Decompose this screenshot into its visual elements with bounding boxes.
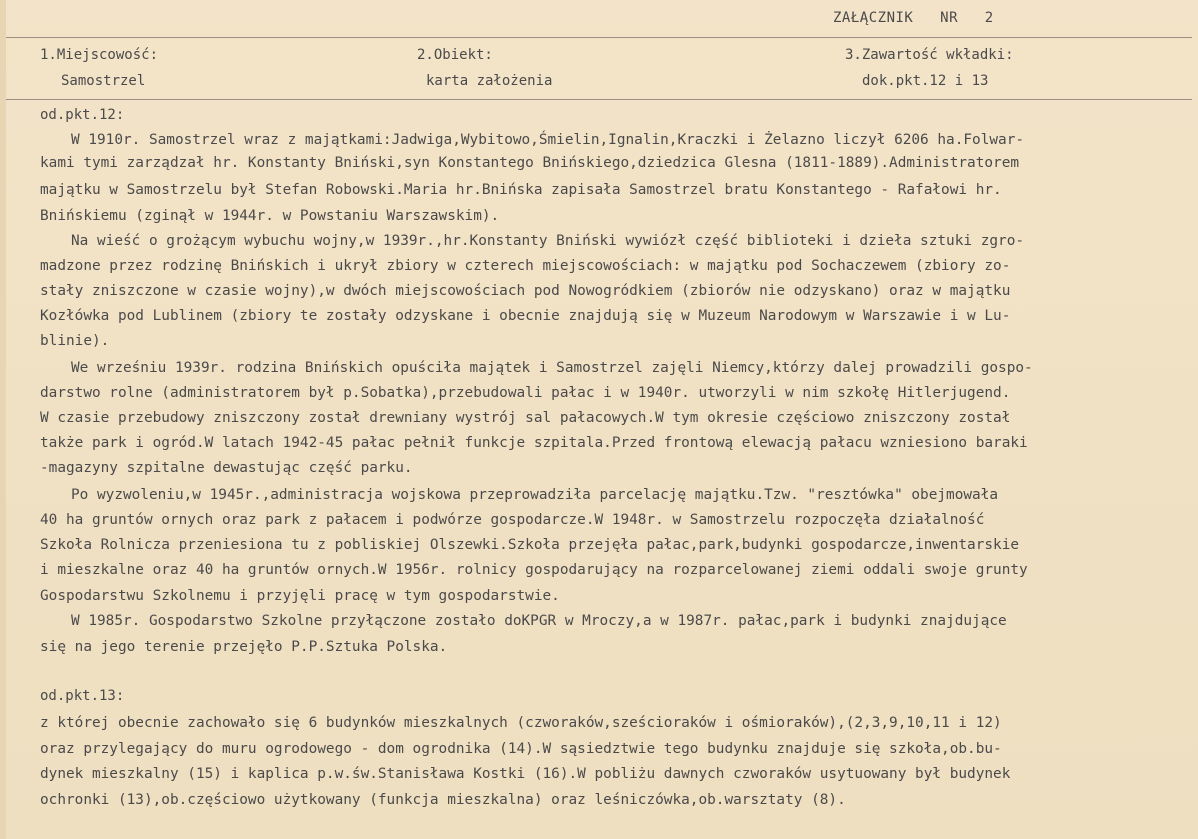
field-label-locality: 1.Miejscowość: [40,47,159,63]
text-line: także park i ogród.W latach 1942-45 pałac pełnił funkcje szpitala.Przed frontową elewacją pałacu wzniesiono baraki [40,435,1028,451]
text-line: blinie). [40,333,110,349]
header-bottom-rule [6,99,1192,100]
text-line: z której obecnie zachowało się 6 budynków mieszkalnych (czworaków,sześcioraków i ośmioraków),(2,3,9,10,11 i 12) [40,715,1002,731]
field-value-locality: Samostrzel [61,73,146,89]
text-line: W 1910r. Samostrzel wraz z majątkami:Jadwiga,Wybitowo,Śmielin,Ignalin,Kraczki i Żelazno liczył 6206 ha.Folwar- [71,132,1025,148]
field-label-object: 2.Obiekt: [417,47,493,63]
top-rule [6,37,1192,38]
text-line: Bnińskiemu (zginął w 1944r. w Powstaniu Warszawskim). [40,208,500,224]
text-line: Kozłówka pod Lublinem (zbiory te zostały odzyskane i obecnie znajdują się w Muzeum Narodowym w Warszawie i w Lu- [40,308,1011,324]
text-line: madzone przez rodzinę Bnińskich i ukrył zbiory w czterech miejscowościach: w majątku pod Sochaczewem (zbiory zo- [40,258,1011,274]
paper-edge [0,0,6,839]
text-line: Na wieść o grożącym wybuchu wojny,w 1939r.,hr.Konstanty Bniński wywiózł część biblioteki i dzieła sztuki zgro- [71,233,1025,249]
text-line: Szkoła Rolnicza przeniesiona tu z pobliskiej Olszewki.Szkoła przejęła pałac,park,budynki gospodarcze,inwentarskie [40,537,1020,553]
field-value-object: karta założenia [426,73,553,89]
text-line: stały zniszczone w czasie wojny),w dwóch miejscowościach pod Nowogródkiem (zbiorów nie odzyskano) oraz w majątku [40,283,1011,299]
text-line: dynek mieszkalny (15) i kaplica p.w.św.Stanisława Kostki (16).W pobliżu dawnych czworaków usytuowany był budynek [40,766,1011,782]
section-label-pkt13: od.pkt.13: [40,688,125,704]
text-line: Po wyzwoleniu,w 1945r.,administracja wojskowa przeprowadziła parcelację majątku.Tzw. "resztówka" obejmowała [71,487,999,503]
text-line: W 1985r. Gospodarstwo Szkolne przyłączone zostało doKPGR w Mroczy,a w 1987r. pałac,park i budynki znajdujące [71,613,1007,629]
text-line: We wrześniu 1939r. rodzina Bnińskich opuściła majątek i Samostrzel zajęli Niemcy,którzy dalej prowadzili gospo- [71,360,1033,376]
text-line: Gospodarstwu Szkolnemu i przyjęli pracę w tym gospodarstwie. [40,588,560,604]
text-line: oraz przylegający do muru ogrodowego - dom ogrodnika (14).W sąsiedztwie tego budynku znajduje się szkoła,ob.bu- [40,741,1002,757]
text-line: darstwo rolne (administratorem był p.Sobatka),przebudowali pałac i w 1940r. utworzyli w nim szkołę Hitlerjugend. [40,385,1011,401]
field-value-contents: dok.pkt.12 i 13 [862,73,989,89]
annex-title: ZAŁĄCZNIK NR 2 [833,10,994,26]
text-line: ochronki (13),ob.częściowo użytkowany (funkcja mieszkalna) oraz leśniczówka,ob.warsztaty (8). [40,792,846,808]
text-line: kami tymi zarządzał hr. Konstanty Bniński,syn Konstantego Bnińskiego,dziedzica Glesna (1811-1889).Administratorem [40,155,1020,171]
text-line: majątku w Samostrzelu był Stefan Robowski.Maria hr.Bnińska zapisała Samostrzel bratu Konstantego - Rafałowi hr. [40,182,1002,198]
section-label-pkt12: od.pkt.12: [40,107,125,123]
text-line: -magazyny szpitalne dewastując część parku. [40,460,413,476]
text-line: i mieszkalne oraz 40 ha gruntów ornych.W 1956r. rolnicy gospodarujący na rozparcelowanej ziemi oddali swoje grunty [40,562,1028,578]
text-line: 40 ha gruntów ornych oraz park z pałacem i podwórze gospodarcze.W 1948r. w Samostrzelu rozpoczęła działalność [40,512,985,528]
text-line: się na jego terenie przejęło P.P.Sztuka Polska. [40,639,448,655]
text-line: W czasie przebudowy zniszczony został drewniany wystrój sal pałacowych.W tym okresie częściowo zniszczony został [40,410,1011,426]
field-label-contents: 3.Zawartość wkładki: [845,47,1014,63]
